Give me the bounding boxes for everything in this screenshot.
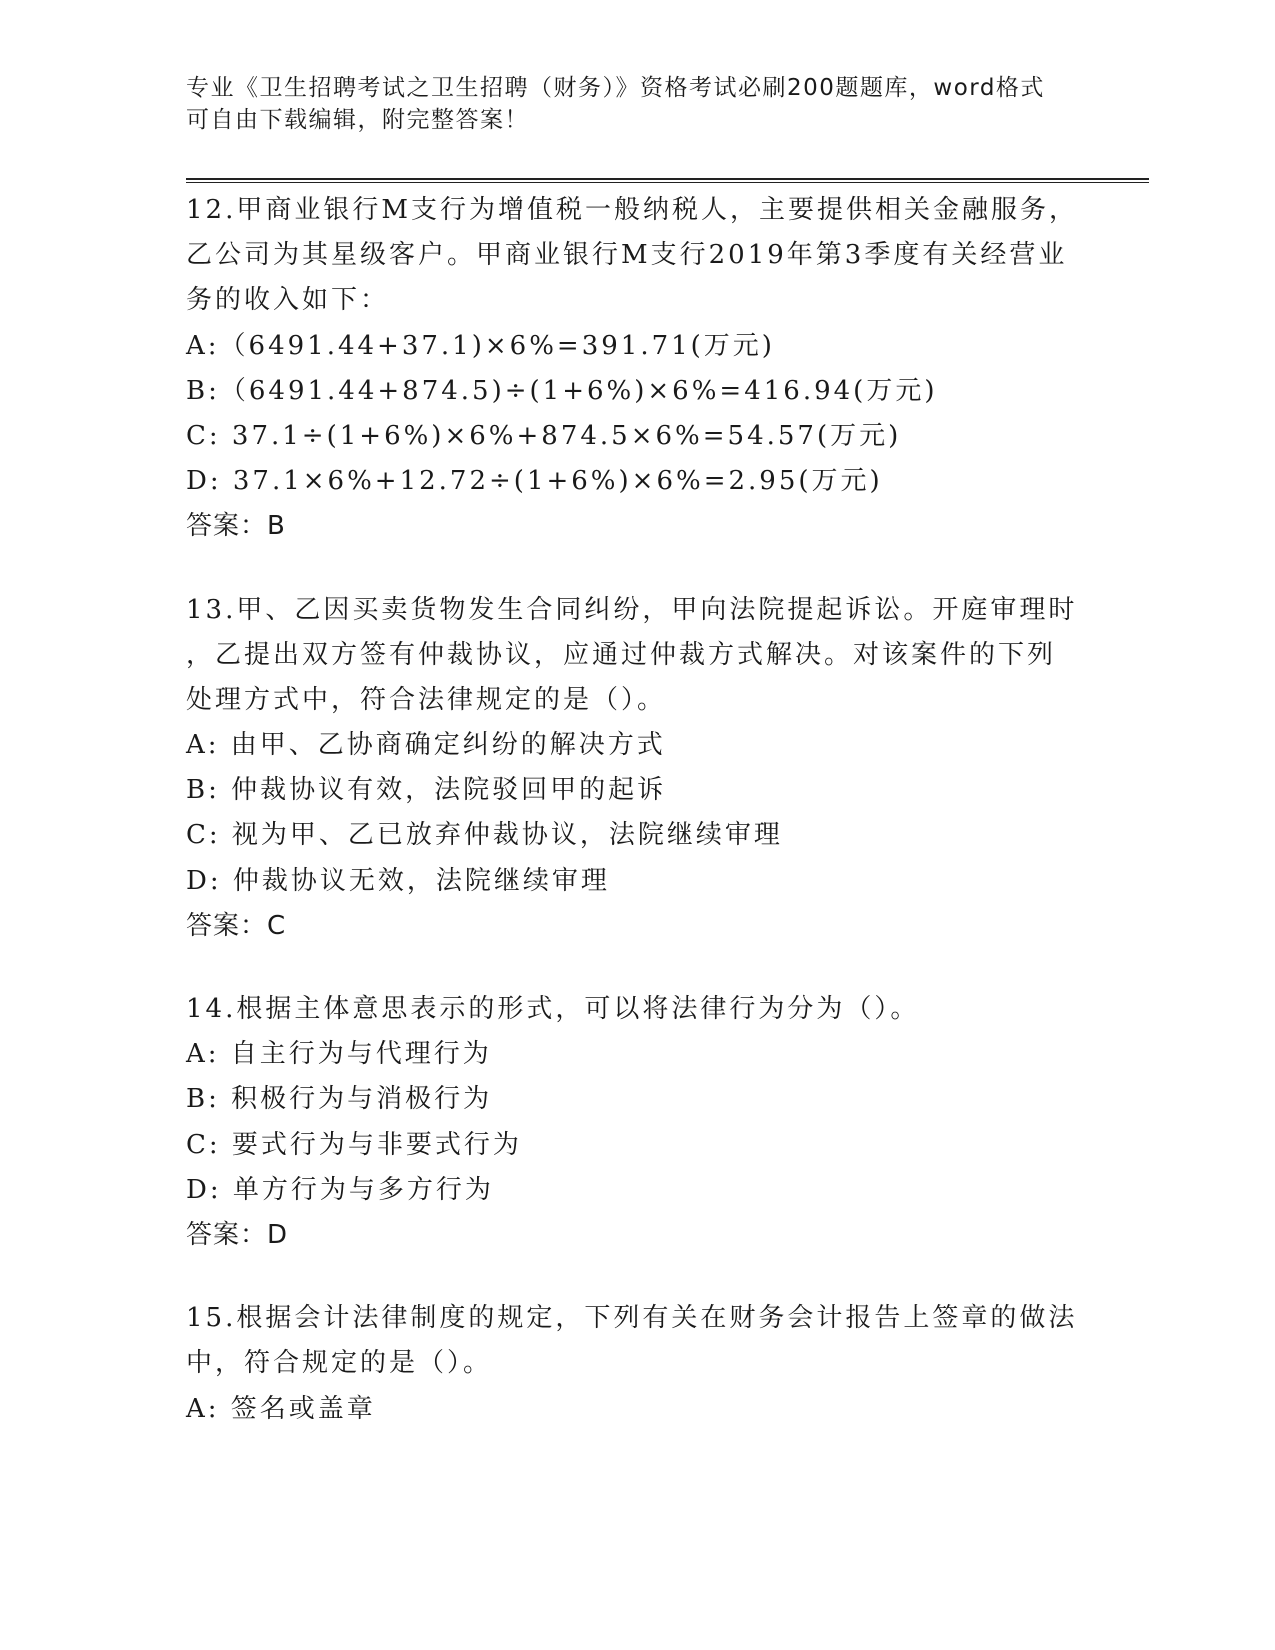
option-d: D: 仲裁协议无效，法院继续审理	[186, 865, 610, 896]
question-stem-line: 处理方式中，符合法律规定的是（）。	[186, 684, 667, 715]
answer: 答案：C	[186, 910, 287, 941]
header-line-1: 专业《卫生招聘考试之卫生招聘（财务）》资格考试必刷200题题库，word格式	[186, 75, 1045, 101]
option-a: A: 自主行为与代理行为	[186, 1039, 492, 1070]
option-c: C: 37.1÷(1+6%)×6%+874.5×6%=54.57(万元)	[186, 420, 902, 451]
option-c: C: 要式行为与非要式行为	[186, 1129, 522, 1160]
question-stem-line: 12.甲商业银行M支行为增值税一般纳税人，主要提供相关金融服务，	[186, 195, 1078, 225]
document-header	[186, 72, 1066, 136]
question-list	[186, 188, 1086, 1470]
question-stem-line: 务的收入如下：	[186, 285, 390, 316]
answer: 答案：B	[186, 511, 286, 542]
question-stem-line: 中，符合规定的是（）。	[186, 1348, 493, 1379]
question-15	[186, 1296, 1086, 1432]
option-d: D: 单方行为与多方行为	[186, 1174, 494, 1205]
option-b: B:（6491.44+874.5)÷(1+6%)×6%=416.94(万元)	[186, 375, 938, 406]
option-b: B: 积极行为与消极行为	[186, 1084, 493, 1115]
question-stem-line: 14.根据主体意思表示的形式，可以将法律行为分为（）。	[186, 994, 920, 1024]
header-divider	[186, 178, 1149, 180]
question-stem-line: 13.甲、乙因买卖货物发生合同纠纷，甲向法院提起诉讼。开庭审理时	[186, 594, 1078, 625]
question-14	[186, 987, 1086, 1258]
option-a: A:（6491.44+37.1)×6%=391.71(万元)	[186, 330, 775, 361]
question-stem-line: 乙公司为其星级客户。甲商业银行M支行2019年第3季度有关经营业	[186, 240, 1068, 271]
question-13	[186, 588, 1086, 950]
question-stem-line: 15.根据会计法律制度的规定，下列有关在财务会计报告上签章的做法	[186, 1303, 1078, 1334]
option-a: A: 由甲、乙协商确定纠纷的解决方式	[186, 730, 666, 761]
header-line-2: 可自由下载编辑，附完整答案！	[186, 107, 529, 133]
header-divider-thin	[186, 182, 1149, 183]
question-stem-line: ，乙提出双方签有仲裁协议，应通过仲裁方式解决。对该案件的下列	[186, 639, 1057, 670]
option-c: C: 视为甲、乙已放弃仲裁协议，法院继续审理	[186, 820, 783, 851]
option-d: D: 37.1×6%+12.72÷(1+6%)×6%=2.95(万元)	[186, 466, 883, 497]
answer: 答案：D	[186, 1219, 289, 1250]
option-b: B: 仲裁协议有效，法院驳回甲的起诉	[186, 775, 667, 806]
question-12	[186, 188, 1086, 550]
option-a: A: 签名或盖章	[186, 1393, 376, 1424]
